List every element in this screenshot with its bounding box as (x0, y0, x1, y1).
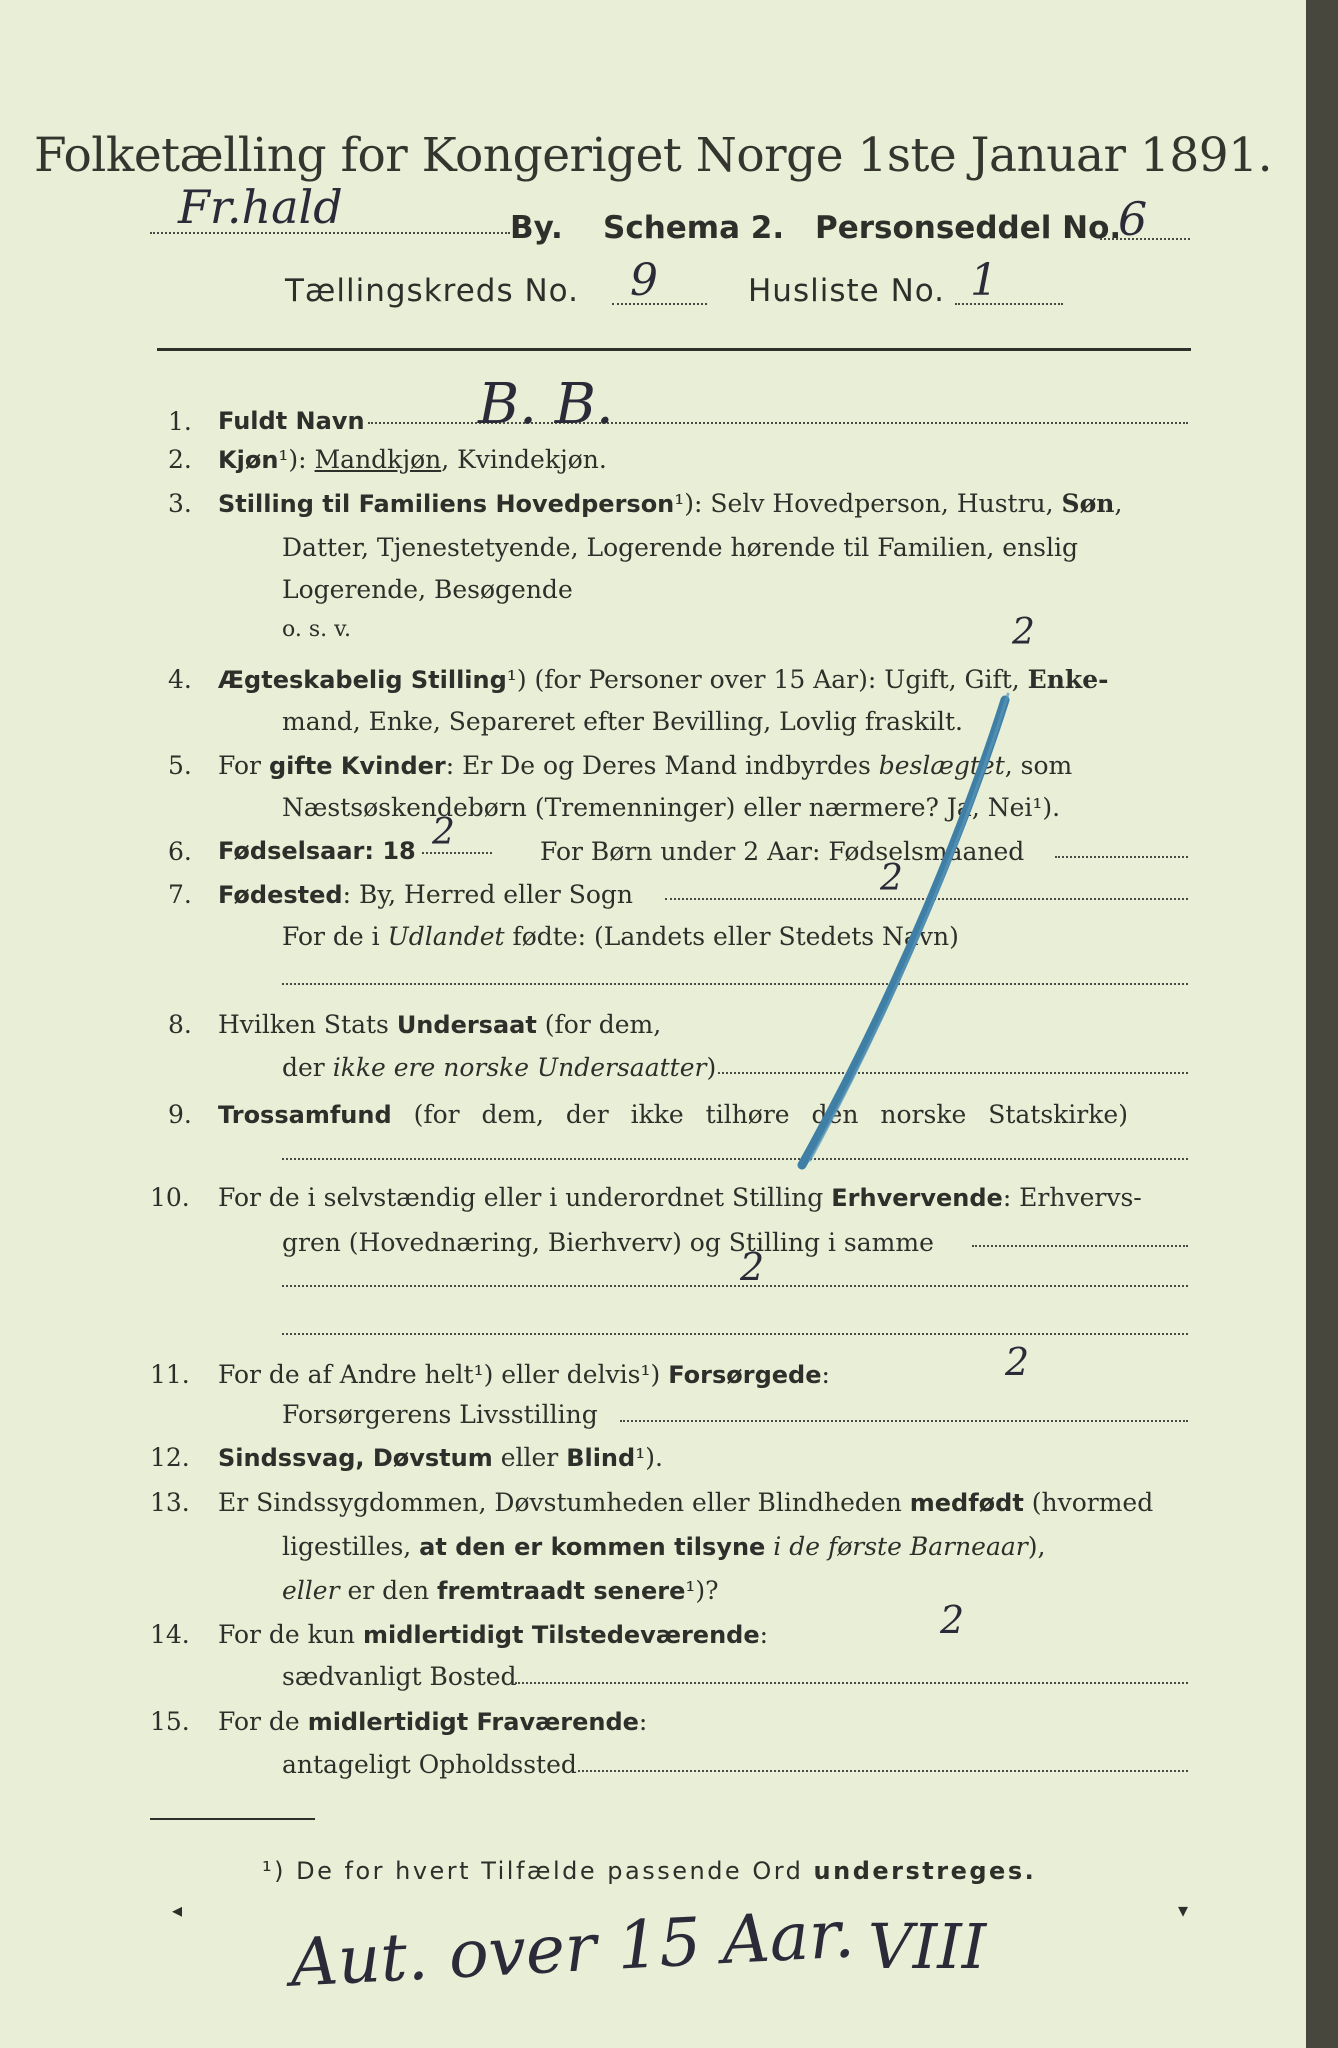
item-text: Trossamfund (for dem, der ikke tilhøre den norske Statskirke) (218, 1100, 1128, 1129)
item-text: Fødested: By, Herred eller Sogn (218, 880, 634, 909)
item-text: Hvilken Stats Undersaat (for dem, (218, 1010, 662, 1039)
item-dotted-line (282, 1333, 1188, 1335)
item-text: For Børn under 2 Aar: Fødselsmaaned (540, 837, 1025, 866)
item-number: 12. (150, 1443, 190, 1472)
item-number: 8. (168, 1010, 192, 1039)
support-answer: 2 (1005, 1340, 1030, 1384)
item-text: Sindssvag, Døvstum eller Blind¹). (218, 1443, 663, 1472)
page-edge (1306, 0, 1338, 2048)
item-text: Logerende, Besøgende (282, 575, 573, 604)
item-number: 14. (150, 1620, 190, 1649)
item-dotted-line (578, 1770, 1188, 1772)
item-dotted-line (620, 1420, 1188, 1422)
kreds-label: Tællingskreds No. (285, 273, 579, 309)
header-rule (157, 348, 1191, 351)
personseddel-dotted-line (1100, 238, 1190, 240)
husliste-label: Husliste No. (748, 273, 946, 309)
item-text: ligestilles, at den er kommen tilsyne i de første Barneaar), (282, 1532, 1046, 1561)
item-dotted-line (1055, 856, 1188, 858)
item-number: 1. (168, 407, 192, 436)
name-answer: B. B. (478, 372, 614, 437)
by-label: By. (510, 210, 563, 246)
item-text: For gifte Kvinder: Er De og Deres Mand indbyrdes beslægtet, som (218, 751, 1073, 780)
item-text: antageligt Opholdssted (282, 1750, 577, 1779)
schema-label: Schema 2. (603, 210, 785, 246)
kreds-number: 9 (630, 255, 658, 306)
item-text: gren (Hovednæring, Bierhverv) og Stilling i samme (282, 1228, 934, 1257)
item-text: Kjøn¹): Mandkjøn, Kvindekjøn. (218, 445, 607, 474)
item-number: 6. (168, 837, 192, 866)
birthplace-answer: 2 (880, 858, 903, 899)
blue-pencil-stroke (780, 690, 1040, 1180)
item-text: For de kun midlertidigt Tilstedeværende: (218, 1620, 769, 1649)
item-number: 5. (168, 751, 192, 780)
corner-mark-left: ◂ (172, 1898, 183, 1922)
item-text: o. s. v. (282, 617, 351, 642)
item-text: mand, Enke, Separeret efter Bevilling, Lovlig fraskilt. (282, 707, 963, 736)
item-text: Forsørgerens Livsstilling (282, 1400, 598, 1429)
item-text: der ikke ere norske Undersaatter) (282, 1053, 717, 1082)
item-number: 4. (168, 665, 192, 694)
item-text: Stilling til Familiens Hovedperson¹): Selv Hovedperson, Hustru, Søn, (218, 489, 1123, 518)
husliste-number: 1 (970, 255, 998, 306)
kreds-dotted-line (612, 303, 707, 305)
item-text: Ægteskabelig Stilling¹) (for Personer over 15 Aar): Ugift, Gift, Enke- (218, 665, 1109, 694)
item-dotted-line (972, 1245, 1188, 1247)
corner-mark-right: ▾ (1178, 1898, 1189, 1922)
item-number: 11. (150, 1360, 190, 1389)
city-dotted-line (150, 232, 510, 234)
city-handwritten: Fr.hald (178, 180, 343, 234)
item-dotted-line (282, 983, 1188, 985)
item-dotted-line (282, 1158, 1188, 1160)
item-dotted-line (515, 1682, 1188, 1684)
item-number: 13. (150, 1488, 190, 1517)
item-text: Fødselsaar: 18 (218, 837, 416, 865)
item-text: eller er den fremtraadt senere¹)? (282, 1576, 719, 1605)
roman-numeral-mark: VIII (868, 1910, 987, 1983)
husliste-dotted-line (955, 303, 1063, 305)
personseddel-number: 6 (1118, 192, 1148, 246)
item-number: 15. (150, 1707, 190, 1736)
age-note: Aut. over 15 Aar. (288, 1895, 857, 2002)
item-text: Er Sindssygdommen, Døvstumheden eller Blindheden medfødt (hvormed (218, 1488, 1154, 1517)
item-text: For de midlertidigt Fraværende: (218, 1707, 648, 1736)
birthyear-answer: 2 (432, 812, 455, 853)
item-number: 3. (168, 489, 192, 518)
marital-answer: 2 (1012, 612, 1035, 653)
personseddel-label: Personseddel No. (815, 210, 1122, 246)
item-number: 9. (168, 1100, 192, 1129)
item-text: For de i Udlandet fødte: (Landets eller Stedets Navn) (282, 922, 959, 951)
item-number: 7. (168, 880, 192, 909)
item-text: Næstsøskendebørn (Tremenninger) eller nærmere? Ja, Nei¹). (282, 793, 1061, 822)
footnote-rule (150, 1818, 315, 1820)
item-number: 2. (168, 445, 192, 474)
item-text: For de i selvstændig eller i underordnet Stilling Erhvervende: Erhvervs- (218, 1183, 1142, 1212)
item-text: Fuldt Navn (218, 407, 365, 435)
item-number: 10. (150, 1183, 190, 1212)
item-text: For de af Andre helt¹) eller delvis¹) Forsørgede: (218, 1360, 830, 1389)
item-text: Datter, Tjenestetyende, Logerende hørende til Familien, enslig (282, 533, 1079, 562)
footnote: ¹) De for hvert Tilfælde passende Ord understreges. (262, 1857, 1037, 1885)
item-dotted-line (422, 852, 492, 854)
item-text: sædvanligt Bosted (282, 1662, 517, 1691)
occupation-answer: 2 (740, 1245, 765, 1289)
form-title: Folketælling for Kongeriget Norge 1ste Januar 1891. (33, 128, 1273, 183)
item-dotted-line (282, 1285, 1188, 1287)
temporary-answer: 2 (940, 1598, 965, 1642)
